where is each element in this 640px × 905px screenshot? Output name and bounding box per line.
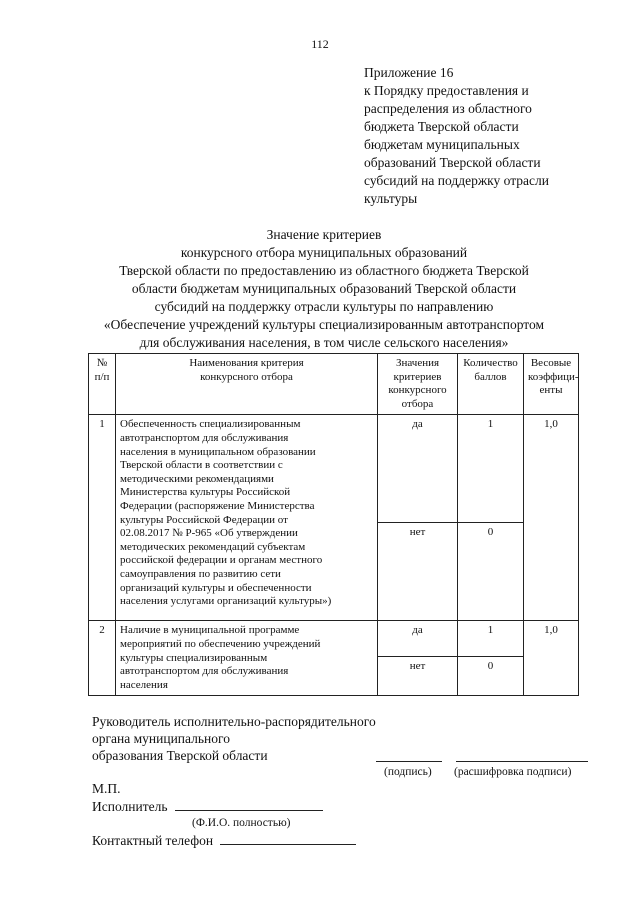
signature-block [92, 713, 612, 764]
title-line: конкурсного отбора муниципальных образований [180, 245, 468, 260]
appendix-line: распределения из областного [364, 101, 532, 116]
header-criterion-name: Наименования критерия конкурсного отбора [116, 354, 378, 415]
title-line: субсидий на поддержку отрасли культуры по направлению [154, 299, 494, 314]
document-title [60, 226, 588, 352]
weight-coefficient: 1,0 [524, 415, 579, 621]
appendix-header [364, 64, 624, 208]
table-row [89, 621, 579, 656]
executor-label: Исполнитель [92, 799, 168, 814]
header-score: Количество баллов [458, 354, 524, 415]
table-row [89, 415, 579, 523]
score-yes: 1 [458, 621, 524, 656]
row-num: 2 [89, 621, 116, 696]
header-num: № п/п [89, 354, 116, 415]
page-number: 112 [311, 37, 329, 51]
criteria-table [88, 353, 579, 696]
criterion-value-yes: да [378, 621, 458, 656]
title-line: области бюджетам муниципальных образований Тверской области [131, 281, 517, 296]
executor-underline [175, 798, 323, 811]
score-no: 0 [458, 523, 524, 621]
signature-decode-underline [456, 761, 588, 762]
criterion-name: Обеспеченность специализированным автотранспортом для обслуживания населения в муниципальном образовании Тверской области в соответствии с методическими рекомендациями Министерства культуры Российской Федерации (распоряжение Министерства культуры Российской Федерации от 02.08.2017 № Р-965 «Об утверждении методических рекомендаций субъектам российской федерации и органам местного самоуправления по развитию сети организаций культуры и обеспеченности населения услугами организаций культуры») [116, 415, 378, 621]
title-line: «Обеспечение учреждений культуры специализированным автотранспортом [103, 317, 545, 332]
criterion-value-yes: да [378, 415, 458, 523]
title-line: Тверской области по предоставлению из областного бюджета Тверской [119, 263, 529, 278]
score-yes: 1 [458, 415, 524, 523]
appendix-line: образований Тверской области [364, 155, 541, 170]
phone-label: Контактный телефон [92, 833, 214, 848]
phone-underline [220, 832, 356, 845]
signature-caption: (подпись) [384, 766, 432, 778]
appendix-line: культуры [364, 191, 418, 206]
signature-underline [376, 761, 442, 762]
stamp-label: М.П. [92, 781, 121, 796]
appendix-line: к Порядку предоставления и [364, 83, 529, 98]
appendix-line: бюджетам муниципальных [364, 137, 520, 152]
signature-line: образования Тверской области [92, 748, 268, 763]
signature-decode-caption: (расшифровка подписи) [454, 766, 572, 778]
header-weight: Весовые коэффици- енты [524, 354, 579, 415]
row-num: 1 [89, 415, 116, 621]
executor-caption: (Ф.И.О. полностью) [192, 817, 291, 829]
signature-line: Руководитель исполнительно-распорядительного [92, 714, 376, 729]
criterion-value-no: нет [378, 523, 458, 621]
title-line: для обслуживания населения, в том числе сельского населения» [139, 335, 509, 350]
weight-coefficient: 1,0 [524, 621, 579, 696]
criterion-value-no: нет [378, 656, 458, 696]
appendix-line: бюджета Тверской области [364, 119, 519, 134]
header-criterion-values: Значения критериев конкурсного отбора [378, 354, 458, 415]
appendix-line: субсидий на поддержку отрасли [364, 173, 549, 188]
signature-line: органа муниципального [92, 731, 230, 746]
title-line: Значение критериев [266, 227, 382, 242]
appendix-line: Приложение 16 [364, 65, 454, 80]
phone-row [92, 832, 356, 849]
executor-row [92, 798, 323, 815]
score-no: 0 [458, 656, 524, 696]
criterion-name: Наличие в муниципальной программе мероприятий по обеспечению учреждений культуры специализированным автотранспортом для обслуживания населения [116, 621, 378, 696]
table-header-row [89, 354, 579, 415]
